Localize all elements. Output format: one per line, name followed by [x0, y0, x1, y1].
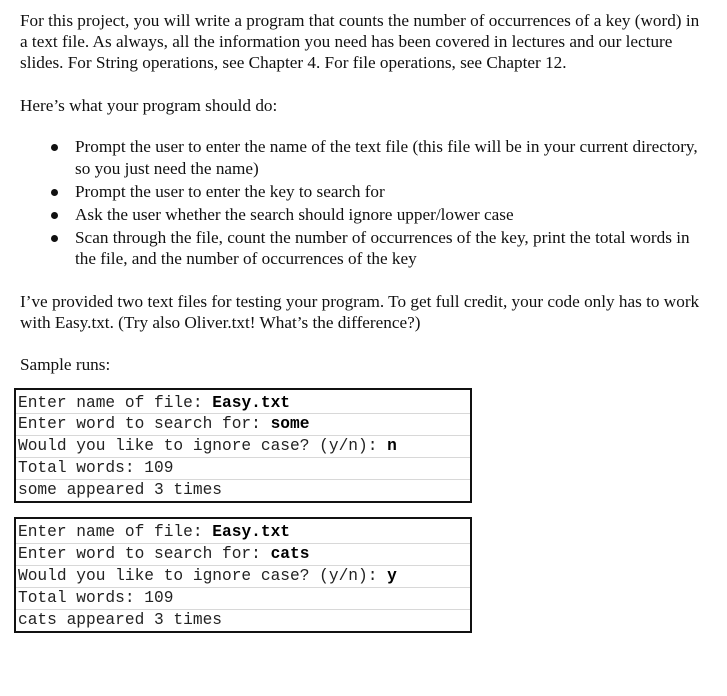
console-input: n: [387, 437, 397, 456]
console-line: [16, 413, 470, 435]
bullet-icon: [51, 212, 58, 219]
console-input: cats: [270, 545, 310, 564]
console-output: Total words: 109: [18, 458, 174, 477]
list-item-text: Scan through the file, count the number of occurrences of the key, print the total words in the file, and the number of occurrences of the key: [75, 227, 690, 268]
bullet-icon: [51, 144, 58, 151]
instructions-heading: Here’s what your program should do:: [20, 96, 278, 115]
list-item: [20, 136, 710, 179]
console-prompt: Enter name of file:: [18, 393, 213, 412]
document-page: [20, 10, 710, 633]
bullet-icon: [51, 235, 58, 242]
console-output: Total words: 109: [18, 588, 174, 607]
bullet-icon: [51, 189, 58, 196]
console-line: [16, 393, 470, 414]
console-prompt: Enter word to search for:: [18, 415, 271, 434]
console-input: some: [270, 415, 310, 434]
console-output: some appeared 3 times: [18, 480, 222, 499]
console-output: cats appeared 3 times: [18, 610, 222, 629]
console-input: y: [387, 567, 397, 586]
console-line: [16, 457, 470, 479]
requirements-list: [20, 136, 710, 270]
list-item-text: Ask the user whether the search should ignore upper/lower case: [75, 204, 514, 224]
sample-run-box-2: [14, 517, 472, 633]
console-line: [16, 522, 470, 543]
list-item: [20, 204, 710, 226]
console-prompt: Would you like to ignore case? (y/n):: [18, 567, 388, 586]
console-line: [16, 479, 470, 501]
console-line: [16, 543, 470, 565]
list-item: [20, 227, 710, 270]
list-item-text: Prompt the user to enter the key to search for: [75, 181, 385, 201]
sample-runs-label: Sample runs:: [20, 354, 111, 374]
console-input: Easy.txt: [212, 523, 291, 542]
console-prompt: Enter name of file:: [18, 523, 213, 542]
console-prompt: Would you like to ignore case? (y/n):: [18, 437, 388, 456]
console-input: Easy.txt: [212, 393, 291, 412]
console-line: [16, 587, 470, 609]
sample-run-box-1: [14, 388, 472, 504]
list-item-text: Prompt the user to enter the name of the text file (this file will be in your current directory, so you just need the name): [75, 137, 698, 178]
console-prompt: Enter word to search for:: [18, 545, 271, 564]
console-line: [16, 435, 470, 457]
list-item: [20, 181, 710, 203]
test-files-paragraph: I’ve provided two text files for testing your program. To get full credit, your code only has to work with Easy.txt. (Try also Oliver.txt! What’s the difference?): [20, 291, 700, 332]
console-line: [16, 609, 470, 631]
console-line: [16, 565, 470, 587]
intro-paragraph: For this project, you will write a program that counts the number of occurrences of a key (word) in a text file. As always, all the information you need has been covered in lectures and our lecture slides. For String operations, see Chapter 4. For file operations, see Chapter 12.: [20, 11, 700, 72]
